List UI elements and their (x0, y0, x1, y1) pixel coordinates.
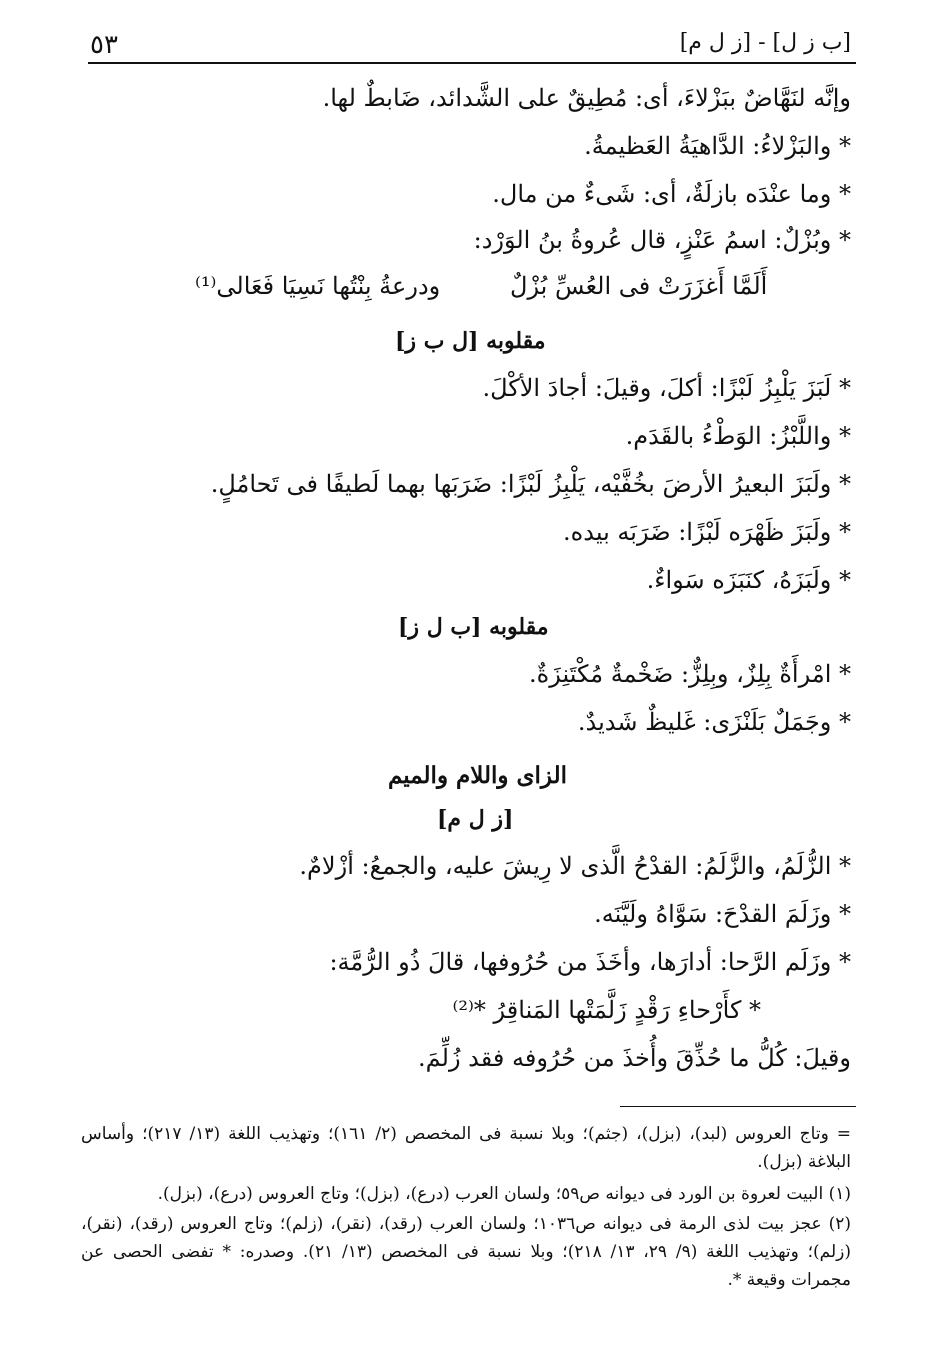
footnote-1: (١) البيت لعروة بن الورد فى ديوانه ص٥٩؛ ولسان العرب (درع)، (بزل)؛ وتاج العروس (درع)، (بزل). (157, 1184, 851, 1204)
section1-line-4: * ولَبَزَ ظَهْرَه لَبْزًا: ضَرَبَه بيده. (563, 518, 851, 546)
running-header: [ب ز ل] - [ز ل م] (679, 30, 851, 55)
text-line-4: * وبُزْلٌ: اسمُ عَنْزٍ، قال عُروةُ بنُ الوَرْد: (473, 226, 851, 254)
footnote-rule (620, 1106, 856, 1107)
header-rule (88, 62, 856, 64)
section3-line-5: وقيلَ: كُلُّ ما حُذِّقَ وأُخذَ من حُرُوفه فقد زُلِّمَ. (418, 1044, 851, 1072)
section1-line-3: * ولَبَزَ البعيرُ الأرضَ بخُفَّيْه، يَلْبِزُ لَبْزًا: ضَرَبَها بهما لَطيفًا فى تَحامُلٍ. (210, 470, 851, 498)
text-line-2: * والبَزْلاءُ: الدَّاهيَةُ العَظيمةُ. (584, 132, 851, 160)
chapter-subheading: [ز ل م] (437, 806, 514, 832)
section1-line-5: * ولَبَزَهُ، كنَبَزَه سَواءٌ. (646, 566, 851, 594)
section1-line-1: * لَبَزَ يَلْبِزُ لَبْزًا: أكلَ، وقيلَ: أجادَ الأكْلَ. (482, 374, 851, 402)
footnote-2: (٢) عجز بيت لذى الرمة فى ديوانه ص١٠٣٦؛ ولسان العرب (رقد)، (نقر)، (زلم)؛ وتاج العروس (رقد)، (نقر)، (زلم)؛ وتهذيب اللغة (٩/ ٢٩، ١٣/ ٢١٨)؛ وبلا نسبة فى المخصص (١٣/ ٢١). وصدره: * تفضى الحصى عن مجمرات وقيعة *. (81, 1214, 852, 1290)
chapter-heading: الزاى واللام والميم (388, 762, 568, 789)
verse-first-half: أَلَمَّا أَغزَرَتْ فى العُسِّ بُزْلٌ (510, 272, 768, 300)
section2-line-2: * وجَمَلٌ بَلَنْزَى: غَليظٌ شَديدٌ. (577, 708, 851, 736)
section2-line-1: * امْرأَةٌ بِلِزٌ، وبِلِزٌّ: ضَخْمةٌ مُكْتَنِزَةٌ. (529, 660, 851, 688)
section3-line-1: * الزُّلَمُ، والزَّلَمُ: القدْحُ الَّذى لا رِيشَ عليه، والجمعُ: أزْلامٌ. (299, 852, 851, 880)
text-line-1: وإنَّه لنَهَّاضٌ ببَزْلاءَ، أى: مُطِيقٌ على الشَّدائد، ضَابطٌ لها. (322, 84, 851, 112)
section-heading-lbz: مقلوبه [ل ب ز] (395, 328, 546, 354)
section-heading-blz: مقلوبه [ب ل ز] (398, 614, 549, 640)
section3-verse: * كأَرْحاءِ رَقْدٍ زَلَّمَتْها المَناقِرُ *⁽²⁾ (452, 996, 761, 1024)
footnote-continuation: = وتاج العروس (لبد)، (بزل)، (جثم)؛ وبلا نسبة فى المخصص (٢/ ١٦١)؛ وتهذيب اللغة (١٣/ ٢١٧)؛ وأساس البلاغة (بزل). (81, 1124, 851, 1172)
section1-line-2: * واللَّبْزُ: الوَطْءُ بالقَدَم. (625, 422, 851, 450)
section3-line-2: * وزَلَمَ القدْحَ: سَوَّاهُ ولَيَّنَه. (594, 900, 851, 928)
section3-line-3: * وزَلَم الرَّحا: أدارَها، وأخَذَ من حُرُوفها، قالَ ذُو الرُّمَّة: (329, 948, 851, 976)
text-line-3: * وما عنْدَه بازلَةٌ، أى: شَىءٌ من مال. (492, 180, 851, 208)
verse-second-half: ودرعةُ بِنْتُها نَسِيَا فَعَالى⁽¹⁾ (195, 272, 441, 300)
page-number: ٥٣ (90, 30, 118, 60)
